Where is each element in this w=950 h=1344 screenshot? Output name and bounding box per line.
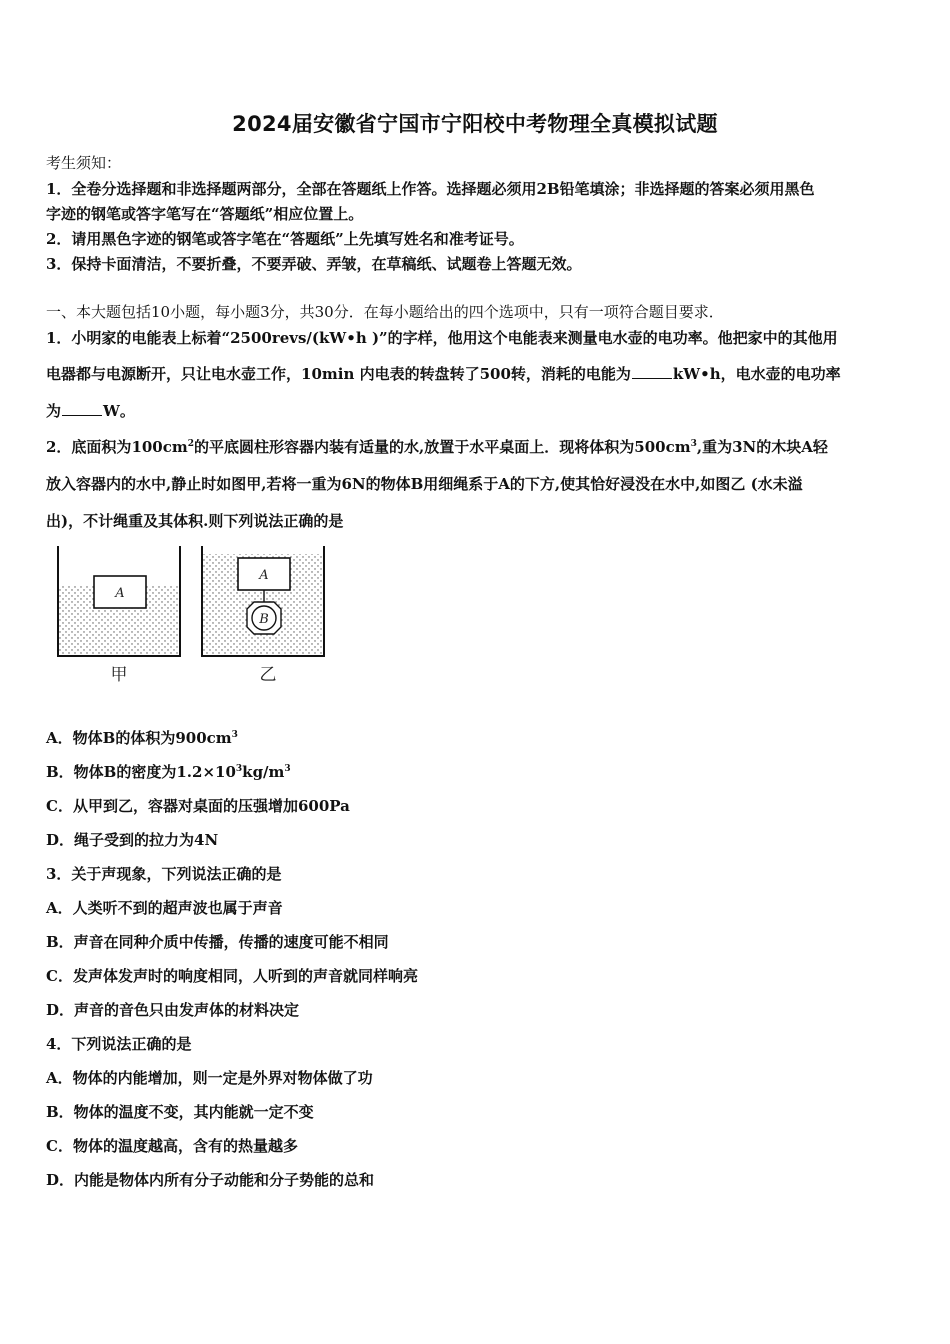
- section-heading: 一、本大题包括10小题，每小题3分，共30分．在每小题给出的四个选项中，只有一项符合题目要求．: [46, 303, 724, 321]
- question-1-text: 为: [46, 402, 62, 420]
- notice-heading: 考生须知：: [46, 154, 122, 172]
- question-2-option-d: D．绳子受到的拉力为4N: [46, 831, 219, 849]
- question-2-option-a: [46, 728, 904, 748]
- answer-blank: [632, 364, 672, 379]
- question-3-option-d: D．声音的音色只由发声体的材料决定: [46, 1001, 300, 1019]
- container-yi: [202, 546, 324, 685]
- object-b-label: B: [259, 612, 269, 627]
- block-a-label: A: [115, 586, 125, 601]
- question-2-text: 2．底面积为100cm: [46, 438, 188, 456]
- notice-item: 1．全卷分选择题和非选择题两部分，全部在答题纸上作答。选择题必须用2B铅笔填涂；非选择题的答案必须用黑色: [46, 180, 815, 198]
- question-1-text: W。: [103, 402, 135, 420]
- answer-blank: [62, 401, 102, 416]
- block-a-label: A: [259, 568, 269, 583]
- question-4-option-d: D．内能是物体内所有分子动能和分子势能的总和: [46, 1171, 375, 1189]
- superscript: 3: [284, 764, 291, 774]
- question-4-stem: 4．下列说法正确的是: [46, 1035, 192, 1053]
- question-4-option-b: B．物体的温度不变，其内能就一定不变: [46, 1103, 314, 1121]
- figure-caption-yi: 乙: [259, 665, 277, 685]
- page-title: 2024届安徽省宁国市宁阳校中考物理全真模拟试题: [232, 112, 718, 136]
- question-3-option-b: B．声音在同种介质中传播，传播的速度可能不相同: [46, 933, 389, 951]
- question-2-option-b: [46, 762, 904, 782]
- question-4-option-c: C．物体的温度越高，含有的热量越多: [46, 1137, 298, 1155]
- question-2-line: 出)，不计绳重及其体积.则下列说法正确的是: [46, 512, 344, 530]
- superscript: 3: [690, 439, 697, 449]
- question-1-text: kW•h，电水壶的电功率: [672, 365, 841, 383]
- notice-item: 3．保持卡面清洁，不要折叠，不要弄破、弄皱，在草稿纸、试题卷上答题无效。: [46, 255, 582, 273]
- question-2-line: 放入容器内的水中,静止时如图甲,若将一重为6N的物体B用细绳系于A的下方,使其恰好浸没在水中,如图乙 (水未溢: [46, 475, 803, 493]
- container-diagram: [52, 540, 332, 690]
- superscript: 3: [235, 764, 243, 774]
- question-4-option-a: A．物体的内能增加，则一定是外界对物体做了功: [46, 1069, 373, 1087]
- question-1-line: 1．小明家的电能表上标着“2500revs/(kW•h )”的字样，他用这个电能表来测量电水壶的电功率。他把家中的其他用: [46, 329, 838, 347]
- question-1-line: [46, 364, 904, 384]
- question-2-text: 的平底圆柱形容器内装有适量的水,放置于水平桌面上．现将体积为500cm: [194, 438, 691, 456]
- option-text: kg/m: [242, 763, 285, 781]
- question-2-option-c: C．从甲到乙，容器对桌面的压强增加600Pa: [46, 797, 350, 815]
- question-1-line: [46, 401, 904, 421]
- figure-caption-jia: 甲: [110, 665, 128, 685]
- question-2-line: [46, 437, 904, 457]
- question-3-option-c: C．发声体发声时的响度相同，人听到的声音就同样响亮: [46, 967, 418, 985]
- question-2-text: ,重为3N的木块A轻: [696, 438, 828, 456]
- question-3-stem: 3．关于声现象，下列说法正确的是: [46, 865, 282, 883]
- superscript: 3: [231, 730, 238, 740]
- superscript: 2: [187, 439, 195, 449]
- notice-item: 2．请用黑色字迹的钢笔或答字笔在“答题纸”上先填写姓名和准考证号。: [46, 230, 524, 248]
- option-text: B．物体B的密度为1.2×10: [46, 763, 236, 781]
- container-jia: [58, 546, 180, 685]
- option-text: A．物体B的体积为900cm: [46, 729, 232, 747]
- question-1-text: 电器都与电源断开，只让电水壶工作，10min 内电表的转盘转了500转，消耗的电能为: [46, 365, 631, 383]
- notice-item: 字迹的钢笔或答字笔写在“答题纸”相应位置上。: [46, 205, 364, 223]
- question-3-option-a: A．人类听不到的超声波也属于声音: [46, 899, 283, 917]
